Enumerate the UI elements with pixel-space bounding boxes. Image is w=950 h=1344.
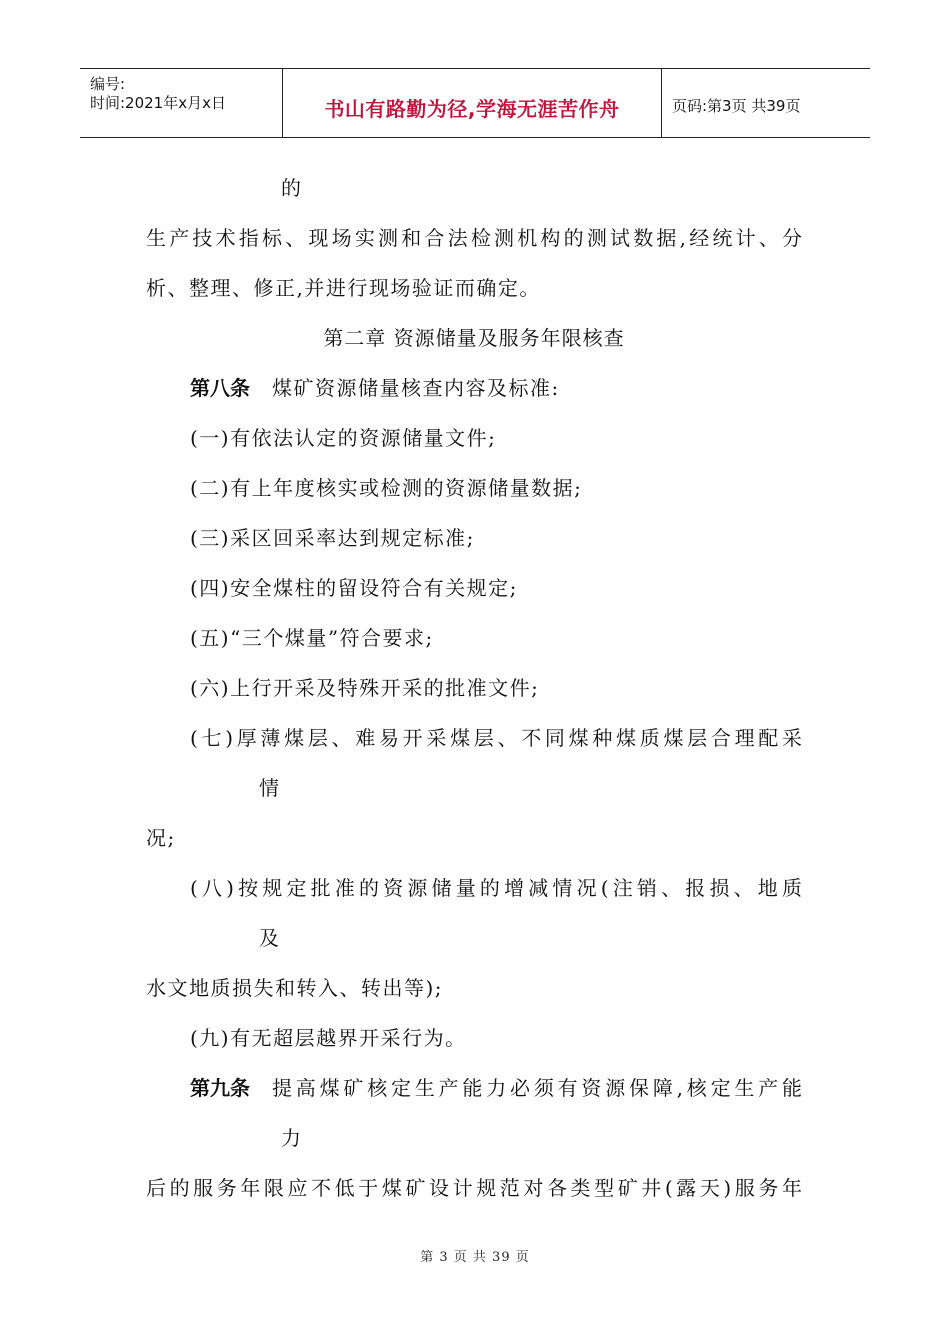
list-item-continued: 情 xyxy=(259,776,281,800)
body-line: 力 xyxy=(281,1126,303,1150)
article-9-text: 提高煤矿核定生产能力必须有资源保障,核定生产能 xyxy=(272,1076,802,1100)
list-item: (九)有无超层越界开采行为。 xyxy=(190,1026,467,1050)
list-item-continued: 及 xyxy=(259,926,281,950)
document-time-label: 时间:2021年x月x日 xyxy=(90,94,226,112)
list-item: (四)安全煤柱的留设符合有关规定; xyxy=(190,576,518,600)
list-item: (二)有上年度核实或检测的资源储量数据; xyxy=(190,476,583,500)
list-item: (六)上行开采及特殊开采的批准文件; xyxy=(190,676,540,700)
body-line: 的 xyxy=(281,176,303,200)
body-line: 析、整理、修正,并进行现场验证而确定。 xyxy=(146,276,541,300)
header-page-cell xyxy=(662,69,870,137)
chapter-heading: 第二章 资源储量及服务年限核查 xyxy=(323,326,625,350)
body-line: 后的服务年限应不低于煤矿设计规范对各类型矿井(露天)服务年 xyxy=(146,1176,802,1200)
list-item-continued: 水文地质损失和转入、转出等); xyxy=(146,976,444,1000)
motto-text: 书山有路勤为径,学海无涯苦作舟 xyxy=(324,97,620,121)
article-9 xyxy=(190,1072,802,1101)
article-8-lead: 第八条 xyxy=(190,376,250,400)
list-item: (七)厚薄煤层、难易开采煤层、不同煤种煤质煤层合理配采 xyxy=(190,726,802,750)
document-number-label: 编号: xyxy=(90,75,126,93)
list-item-continued: 况; xyxy=(146,826,176,850)
list-item: (三)采区回采率达到规定标准; xyxy=(190,526,475,550)
body-line: 生产技术指标、现场实测和合法检测机构的测试数据,经统计、分 xyxy=(146,226,802,250)
header-info-cell xyxy=(80,69,283,137)
list-item: (八)按规定批准的资源储量的增减情况(注销、报损、地质 xyxy=(190,876,802,900)
list-item: (一)有依法认定的资源储量文件; xyxy=(190,426,497,450)
page-footer: 第 3 页 共 39 页 xyxy=(420,1250,530,1265)
article-8-text: 煤矿资源储量核查内容及标准: xyxy=(272,376,560,400)
header-page-label: 页码:第3页 共39页 xyxy=(672,97,801,115)
header-table xyxy=(80,68,870,138)
article-9-lead: 第九条 xyxy=(190,1076,250,1100)
header-motto-cell xyxy=(283,69,662,137)
list-item: (五)“三个煤量”符合要求; xyxy=(190,626,434,650)
article-8 xyxy=(190,372,560,401)
